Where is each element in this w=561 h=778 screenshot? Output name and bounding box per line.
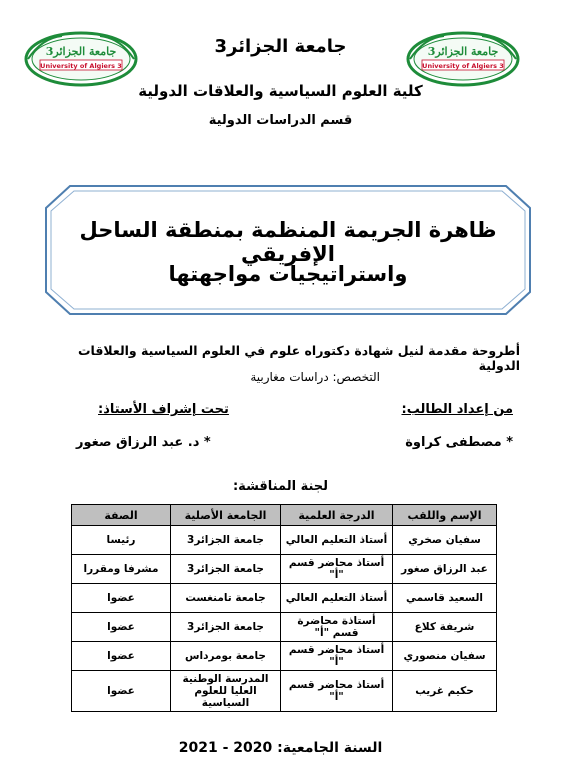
column-header-rank: الدرجة العلمية xyxy=(281,505,393,526)
member-role: عضوا xyxy=(72,671,171,712)
member-rank: أستاذ التعليم العالي xyxy=(281,526,393,555)
supervisor-label: تحت إشراف الأستاذ: xyxy=(98,402,229,417)
member-role: مشرفا ومقررا xyxy=(72,555,171,584)
table-row xyxy=(72,555,497,584)
member-name: حكيم غريب xyxy=(393,671,497,712)
member-role: رئيسا xyxy=(72,526,171,555)
thesis-title-line2: واستراتيجيات مواجهتها xyxy=(168,262,408,286)
table-row xyxy=(72,526,497,555)
member-rank: أستاذة محاضرة قسم "أ" xyxy=(281,613,393,642)
member-rank: أستاذ محاضر قسم "أ" xyxy=(281,671,393,712)
table-header-row xyxy=(72,505,497,526)
thesis-description: أطروحة مقدمة لنيل شهادة دكتوراه علوم في العلوم السياسية والعلاقات الدولية xyxy=(77,343,520,373)
table-row xyxy=(72,642,497,671)
svg-text:University of Algiers 3: University of Algiers 3 xyxy=(422,62,504,70)
table-row xyxy=(72,613,497,642)
table-row xyxy=(72,671,497,712)
supervisor-name: * د. عبد الرزاق صغور xyxy=(76,435,211,450)
student-name: * مصطفى كراوة xyxy=(405,435,513,450)
member-university: المدرسة الوطنية العليا للعلوم السياسية xyxy=(171,671,281,712)
column-header-name: الإسم واللقب xyxy=(393,505,497,526)
svg-text:جامعة الجزائر3: جامعة الجزائر3 xyxy=(427,45,499,58)
member-rank: أستاذ محاضر قسم "أ" xyxy=(281,642,393,671)
member-university: جامعة الجزائر3 xyxy=(171,613,281,642)
university-name: جامعة الجزائر3 xyxy=(214,36,347,57)
thesis-title-line1: ظاهرة الجريمة المنظمة بمنطقة الساحل الإفريقي xyxy=(79,218,497,266)
member-name: السعيد قاسمي xyxy=(393,584,497,613)
committee-title: لجنة المناقشة: xyxy=(232,479,329,494)
table-row xyxy=(72,584,497,613)
member-university: جامعة تامنغست xyxy=(171,584,281,613)
member-name: شريفة كلاع xyxy=(393,613,497,642)
member-name: عبد الرزاق صغور xyxy=(393,555,497,584)
member-role: عضوا xyxy=(72,642,171,671)
member-name: سفيان منصوري xyxy=(393,642,497,671)
department-name: قسم الدراسات الدولية xyxy=(208,113,353,128)
specialization: التخصص: دراسات مغاربية xyxy=(250,370,380,384)
column-header-role: الصفة xyxy=(72,505,171,526)
student-label: من إعداد الطالب: xyxy=(401,402,513,417)
member-name: سفيان صخري xyxy=(393,526,497,555)
member-rank: أستاذ التعليم العالي xyxy=(281,584,393,613)
member-university: جامعة الجزائر3 xyxy=(171,555,281,584)
academic-year: السنة الجامعية: 2020 - 2021 xyxy=(178,740,383,756)
member-university: جامعة الجزائر3 xyxy=(171,526,281,555)
member-role: عضوا xyxy=(72,584,171,613)
svg-text:جامعة الجزائر3: جامعة الجزائر3 xyxy=(45,45,117,58)
member-role: عضوا xyxy=(72,613,171,642)
svg-text:University of Algiers 3: University of Algiers 3 xyxy=(40,62,122,70)
committee-table xyxy=(71,504,497,712)
member-university: جامعة بومرداس xyxy=(171,642,281,671)
faculty-name: كلية العلوم السياسية والعلاقات الدولية xyxy=(138,82,423,100)
column-header-university: الجامعة الأصلية xyxy=(171,505,281,526)
member-rank: أستاذ محاضر قسم "أ" xyxy=(281,555,393,584)
